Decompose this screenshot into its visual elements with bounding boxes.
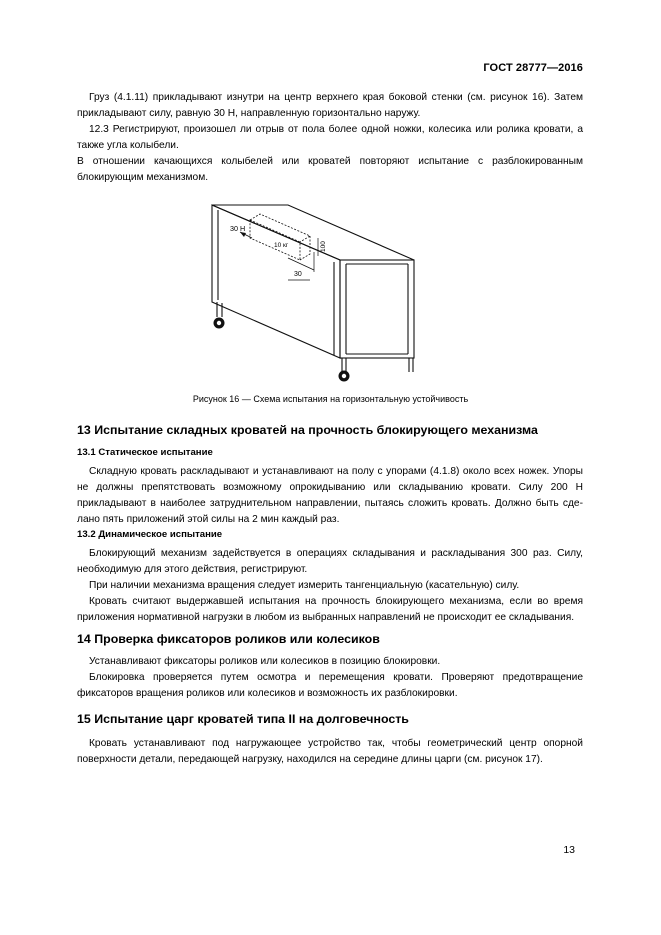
paragraph: 12.3 Регистрируют, произошел ли отрыв от пола более одной ножки, колесика или ролика кровати, а также угла колыбели. <box>77 124 583 151</box>
subsection-heading: 13.2 Динамическое испытание <box>77 529 223 540</box>
subsection-13-1 <box>77 446 583 460</box>
document-id: ГОСТ 28777—2016 <box>483 62 583 74</box>
bed-front-face <box>340 260 414 358</box>
figure-16-diagram <box>200 190 430 385</box>
figure-caption: Рисунок 16 — Схема испытания на горизонтальную устойчивость <box>192 394 469 404</box>
page-number: 13 <box>563 844 575 856</box>
paragraph: Груз (4.1.11) прикладывают изнутри на центр верхнего края боковой стенки (см. рисунок 16). Затем прикладывают силу, равную 30 Н, направленную горизонтально наружу. <box>77 92 583 119</box>
section-heading: 14 Проверка фиксаторов роликов или колесиков <box>77 632 380 646</box>
subsection-13-2-body <box>77 546 583 626</box>
force-label: 30 Н <box>230 224 246 233</box>
paragraph: При наличии механизма вращения следует измерить тангенциальную (касательную) силу. <box>89 580 520 591</box>
section-heading: 15 Испытание царг кроватей типа II на долговечность <box>77 712 409 726</box>
paragraph: Складную кровать раскладывают и устанавливают на полу с упорами (4.1.8) около всех ножек. Упоры не должны препятствовать возможному опрокидыванию или складыванию кровати. Силу 200 Н прикладывают в наиболее затруднительном направлении, пытаясь сложить кровать. Должно быть сде-лано пять приложений этой силы на 2 мин каждый раз. <box>77 466 583 525</box>
subsection-13-1-body <box>77 464 583 528</box>
paragraph: Блокирующий механизм задействуется в операциях складывания и раскладывания 300 раз. Силу, необходимую для этого действия, регистрируют. <box>77 548 583 575</box>
section-14 <box>77 631 583 647</box>
paragraph: Блокировка проверяется путем осмотра и перемещения кровати. Проверяют предотвращение фиксаторов вращения роликов или колесиков и возможность их разблокировки. <box>77 672 583 699</box>
subsection-heading: 13.1 Статическое испытание <box>77 447 213 458</box>
section-14-body <box>77 654 583 702</box>
paragraph: В отношении качающихся колыбелей или кроватей повторяют испытание с разблокированным блокирующим механизмом. <box>77 156 583 183</box>
offset-label: 30 <box>294 271 302 278</box>
subsection-13-2 <box>77 528 583 542</box>
section-heading: 13 Испытание складных кроватей на прочность блокирующего механизма <box>77 423 538 437</box>
section-13 <box>77 422 583 438</box>
paragraph: Кровать устанавливают под нагружающее устройство так, чтобы геометрический центр опорной поверхности детали, передающей нагрузку, находился на середине длины царги (см. рисунок 17). <box>77 738 583 765</box>
load-label: 10 кг <box>274 242 289 249</box>
paragraph: Кровать считают выдержавшей испытания на прочность блокирующего механизма, если во время приложения нормативной нагрузки в любом из выбранных направлений не происходит ее складывания. <box>77 596 583 623</box>
section-15-body <box>77 736 583 768</box>
section-15 <box>77 711 583 727</box>
height-label: 100 <box>320 241 327 252</box>
paragraph: Устанавливают фиксаторы роликов или колесиков в позицию блокировки. <box>89 656 441 667</box>
intro-block <box>77 90 583 186</box>
